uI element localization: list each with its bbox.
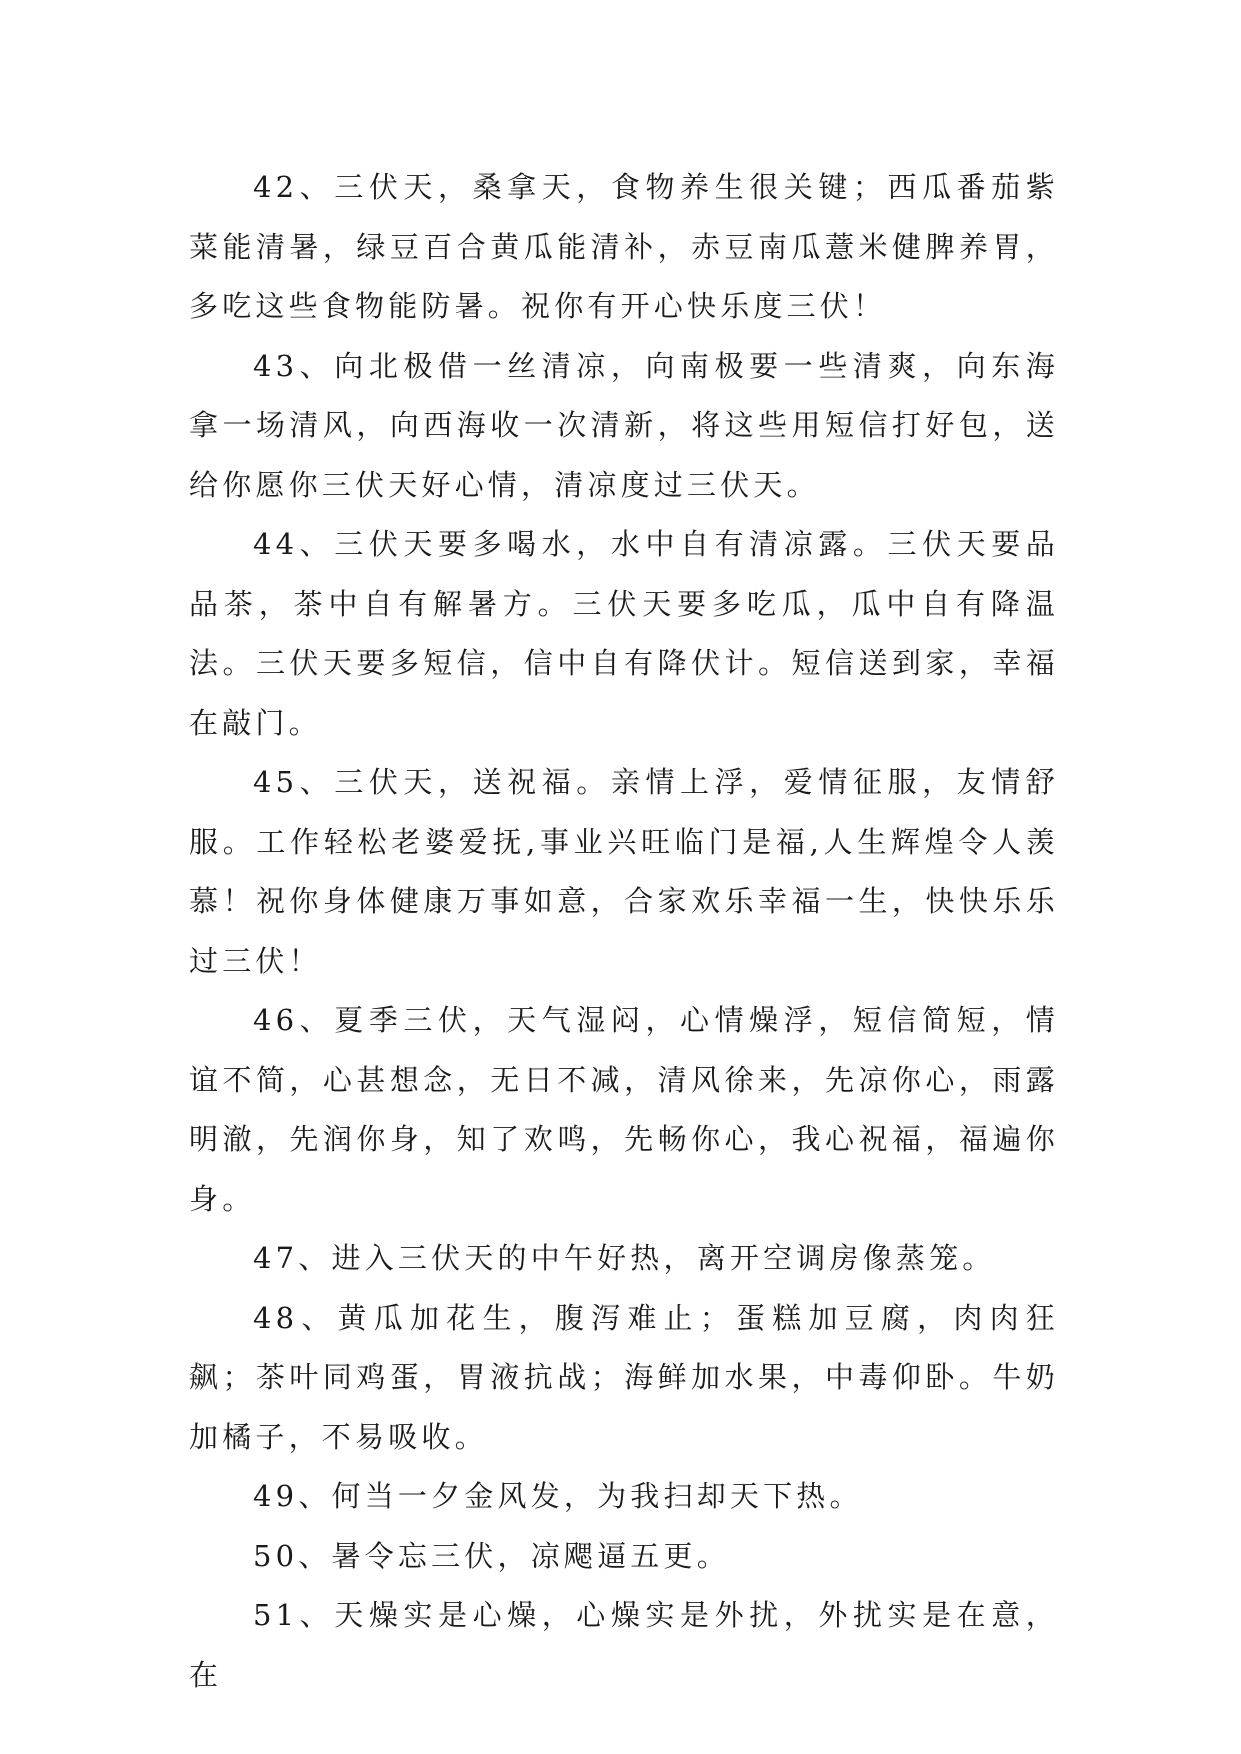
paragraph-45: 45、三伏天，送祝福。亲情上浮，爱情征服，友情舒服。工作轻松老婆爱抚,事业兴旺临门是福,人生辉煌令人羡慕！祝你身体健康万事如意，合家欢乐幸福一生，快快乐乐过三伏！	[189, 765, 1059, 978]
paragraph-50: 50、暑令忘三伏，凉飔逼五更。	[253, 1538, 730, 1573]
paragraph-51: 51、天燥实是心燥，心燥实是外扰，外扰实是在意，在	[189, 1598, 1059, 1692]
paragraph-44: 44、三伏天要多喝水，水中自有清凉露。三伏天要品品茶，茶中自有解暑方。三伏天要多吃瓜，瓜中自有降温法。三伏天要多短信，信中自有降伏计。短信送到家，幸福在敲门。	[189, 527, 1059, 740]
paragraph-42: 42、三伏天，桑拿天，食物养生很关键；西瓜番茄紫菜能清暑，绿豆百合黄瓜能清补，赤豆南瓜薏米健脾养胃，多吃这些食物能防暑。祝你有开心快乐度三伏！	[189, 170, 1059, 323]
paragraph-47: 47、进入三伏天的中午好热，离开空调房像蒸笼。	[253, 1241, 996, 1275]
paragraph-43: 43、向北极借一丝清凉，向南极要一些清爽，向东海拿一场清风，向西海收一次清新，将这些用短信打好包，送给你愿你三伏天好心情，清凉度过三伏天。	[189, 348, 1059, 502]
paragraph-46: 46、夏季三伏，天气湿闷，心情燥浮，短信简短，情谊不简，心甚想念，无日不减，清风徐来，先凉你心，雨露明澈，先润你身，知了欢鸣，先畅你心，我心祝福，福遍你身。	[189, 1003, 1059, 1216]
paragraph-48: 48、黄瓜加花生，腹泻难止；蛋糕加豆腐，肉肉狂飙；茶叶同鸡蛋，胃液抗战；海鲜加水果，中毒仰卧。牛奶加橘子，不易吸收。	[189, 1300, 1059, 1454]
document-body	[189, 158, 1059, 1705]
paragraph-49: 49、何当一夕金风发，为我扫却天下热。	[253, 1479, 863, 1513]
